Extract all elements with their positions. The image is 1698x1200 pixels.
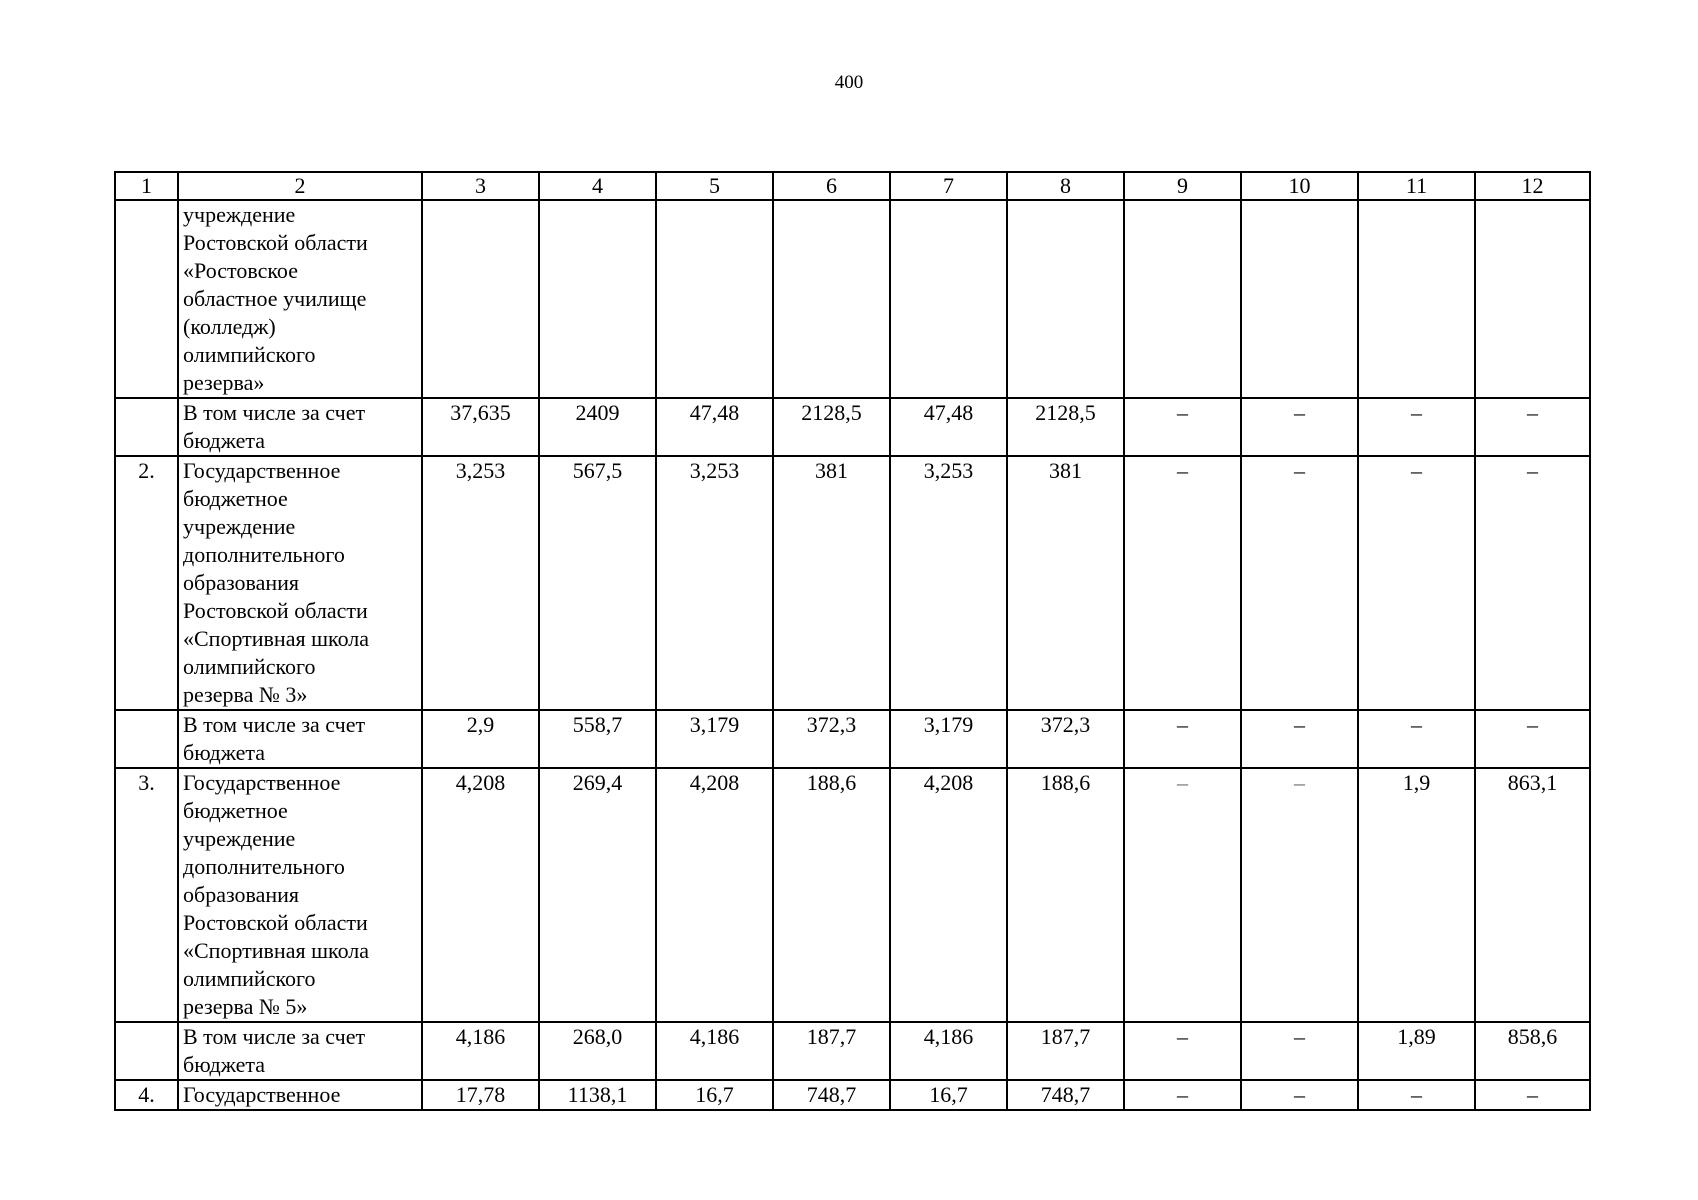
name-line: бюджетное bbox=[183, 798, 288, 823]
value-cell bbox=[890, 200, 1007, 398]
value-cell bbox=[656, 200, 773, 398]
table-row bbox=[115, 200, 1590, 398]
value-cell bbox=[539, 200, 656, 398]
value-cell: – bbox=[1124, 710, 1241, 768]
table-row bbox=[115, 456, 1590, 710]
name-line: резерва» bbox=[183, 370, 265, 395]
header-cell: 7 bbox=[890, 172, 1007, 200]
value-cell: 1138,1 bbox=[539, 1080, 656, 1110]
value-cell: 2128,5 bbox=[1007, 398, 1124, 456]
value-cell: – bbox=[1241, 1022, 1358, 1080]
header-cell: 3 bbox=[422, 172, 539, 200]
value-cell: – bbox=[1124, 768, 1241, 1022]
header-cell: 8 bbox=[1007, 172, 1124, 200]
value-cell: 37,635 bbox=[422, 398, 539, 456]
value-cell: 47,48 bbox=[890, 398, 1007, 456]
name-line: учреждение bbox=[183, 514, 296, 539]
name-line: бюджетное bbox=[183, 486, 288, 511]
value-cell: – bbox=[1358, 1080, 1475, 1110]
name-line: Государственное bbox=[183, 1082, 341, 1107]
header-cell: 1 bbox=[115, 172, 178, 200]
table-row bbox=[115, 1080, 1590, 1110]
name-line: Ростовской области bbox=[183, 230, 368, 255]
value-cell bbox=[1007, 200, 1124, 398]
name-line: Ростовской области bbox=[183, 598, 368, 623]
value-cell: 558,7 bbox=[539, 710, 656, 768]
row-name-cell bbox=[178, 456, 422, 710]
name-line: бюджета bbox=[183, 428, 266, 453]
row-name-cell bbox=[178, 768, 422, 1022]
name-line: «Ростовское bbox=[183, 258, 298, 283]
row-number-cell bbox=[115, 200, 178, 398]
value-cell: – bbox=[1358, 456, 1475, 710]
value-cell: 1,9 bbox=[1358, 768, 1475, 1022]
value-cell: 3,179 bbox=[890, 710, 1007, 768]
name-line: «Спортивная школа bbox=[183, 626, 370, 651]
value-cell: 2,9 bbox=[422, 710, 539, 768]
header-cell: 11 bbox=[1358, 172, 1475, 200]
row-name-cell bbox=[178, 398, 422, 456]
value-cell: 567,5 bbox=[539, 456, 656, 710]
row-name-cell bbox=[178, 710, 422, 768]
name-line: Государственное bbox=[183, 458, 341, 483]
value-cell: – bbox=[1241, 398, 1358, 456]
value-cell: – bbox=[1358, 710, 1475, 768]
name-line: олимпийского bbox=[183, 342, 316, 367]
name-line: областное училище bbox=[183, 286, 367, 311]
value-cell: 47,48 bbox=[656, 398, 773, 456]
name-line: В том числе за счет bbox=[183, 1024, 366, 1049]
value-cell: 381 bbox=[1007, 456, 1124, 710]
value-cell: 4,208 bbox=[890, 768, 1007, 1022]
table-row bbox=[115, 1022, 1590, 1080]
row-number-cell: 4. bbox=[115, 1080, 178, 1110]
value-cell bbox=[1475, 200, 1590, 398]
header-cell: 6 bbox=[773, 172, 890, 200]
value-cell: 187,7 bbox=[773, 1022, 890, 1080]
name-line: В том числе за счет bbox=[183, 400, 366, 425]
value-cell: 187,7 bbox=[1007, 1022, 1124, 1080]
value-cell: 863,1 bbox=[1475, 768, 1590, 1022]
value-cell: – bbox=[1124, 456, 1241, 710]
value-cell: 16,7 bbox=[890, 1080, 1007, 1110]
value-cell: 4,186 bbox=[422, 1022, 539, 1080]
value-cell: – bbox=[1124, 1080, 1241, 1110]
value-cell: 188,6 bbox=[773, 768, 890, 1022]
page-number: 400 bbox=[834, 72, 864, 93]
value-cell: 3,253 bbox=[656, 456, 773, 710]
value-cell: 4,186 bbox=[890, 1022, 1007, 1080]
table-row bbox=[115, 710, 1590, 768]
name-line: образования bbox=[183, 570, 300, 595]
name-line: резерва № 5» bbox=[183, 994, 308, 1019]
value-cell: – bbox=[1124, 398, 1241, 456]
header-row bbox=[115, 172, 1590, 200]
value-cell: 4,208 bbox=[422, 768, 539, 1022]
value-cell: 2409 bbox=[539, 398, 656, 456]
value-cell bbox=[1241, 200, 1358, 398]
header-cell: 4 bbox=[539, 172, 656, 200]
value-cell: 748,7 bbox=[1007, 1080, 1124, 1110]
value-cell: – bbox=[1124, 1022, 1241, 1080]
value-cell: 372,3 bbox=[1007, 710, 1124, 768]
value-cell: 4,208 bbox=[656, 768, 773, 1022]
data-table bbox=[114, 171, 1591, 1111]
row-number-cell bbox=[115, 710, 178, 768]
value-cell: 2128,5 bbox=[773, 398, 890, 456]
header-cell: 9 bbox=[1124, 172, 1241, 200]
value-cell: – bbox=[1241, 456, 1358, 710]
table-row bbox=[115, 768, 1590, 1022]
value-cell bbox=[1358, 200, 1475, 398]
name-line: дополнительного bbox=[183, 542, 345, 567]
value-cell: – bbox=[1358, 398, 1475, 456]
name-line: учреждение bbox=[183, 826, 296, 851]
row-name-cell bbox=[178, 1022, 422, 1080]
name-line: учреждение bbox=[183, 202, 296, 227]
value-cell: 268,0 bbox=[539, 1022, 656, 1080]
value-cell: 858,6 bbox=[1475, 1022, 1590, 1080]
value-cell bbox=[1124, 200, 1241, 398]
value-cell: 17,78 bbox=[422, 1080, 539, 1110]
value-cell: – bbox=[1241, 1080, 1358, 1110]
value-cell: 372,3 bbox=[773, 710, 890, 768]
name-line: резерва № 3» bbox=[183, 682, 308, 707]
value-cell: 3,253 bbox=[890, 456, 1007, 710]
value-cell: – bbox=[1241, 768, 1358, 1022]
row-number-cell: 2. bbox=[115, 456, 178, 710]
value-cell: 269,4 bbox=[539, 768, 656, 1022]
name-line: Государственное bbox=[183, 770, 341, 795]
name-line: дополнительного bbox=[183, 854, 345, 879]
table-row bbox=[115, 398, 1590, 456]
row-number-cell bbox=[115, 398, 178, 456]
name-line: олимпийского bbox=[183, 966, 316, 991]
header-cell: 2 bbox=[178, 172, 422, 200]
name-line: Ростовской области bbox=[183, 910, 368, 935]
value-cell: 188,6 bbox=[1007, 768, 1124, 1022]
value-cell: – bbox=[1241, 710, 1358, 768]
value-cell: 3,179 bbox=[656, 710, 773, 768]
name-line: (колледж) bbox=[183, 314, 276, 339]
value-cell bbox=[422, 200, 539, 398]
value-cell bbox=[773, 200, 890, 398]
value-cell: – bbox=[1475, 1080, 1590, 1110]
value-cell: – bbox=[1475, 398, 1590, 456]
value-cell: 16,7 bbox=[656, 1080, 773, 1110]
value-cell: – bbox=[1475, 456, 1590, 710]
row-number-cell bbox=[115, 1022, 178, 1080]
name-line: олимпийского bbox=[183, 654, 316, 679]
header-cell: 10 bbox=[1241, 172, 1358, 200]
name-line: бюджета bbox=[183, 740, 266, 765]
name-line: В том числе за счет bbox=[183, 712, 366, 737]
name-line: «Спортивная школа bbox=[183, 938, 370, 963]
row-name-cell bbox=[178, 1080, 422, 1110]
name-line: бюджета bbox=[183, 1052, 266, 1077]
value-cell: 748,7 bbox=[773, 1080, 890, 1110]
row-name-cell bbox=[178, 200, 422, 398]
header-cell: 5 bbox=[656, 172, 773, 200]
value-cell: 4,186 bbox=[656, 1022, 773, 1080]
row-number-cell: 3. bbox=[115, 768, 178, 1022]
value-cell: 381 bbox=[773, 456, 890, 710]
value-cell: 1,89 bbox=[1358, 1022, 1475, 1080]
name-line: образования bbox=[183, 882, 300, 907]
header-cell: 12 bbox=[1475, 172, 1590, 200]
value-cell: – bbox=[1475, 710, 1590, 768]
value-cell: 3,253 bbox=[422, 456, 539, 710]
